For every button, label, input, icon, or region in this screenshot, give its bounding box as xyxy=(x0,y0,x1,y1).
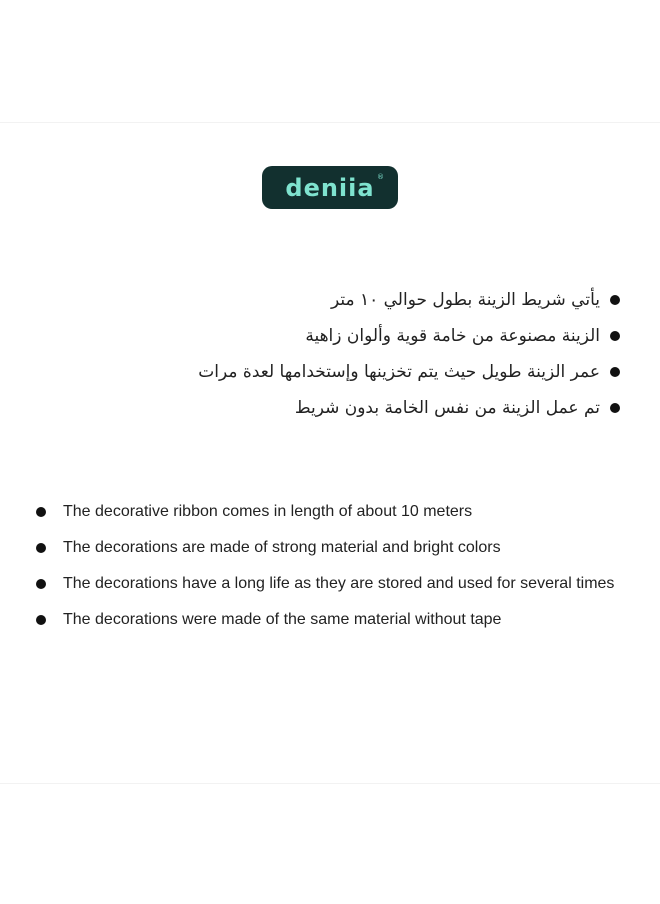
english-feature-text: The decorations are made of strong material and bright colors xyxy=(63,539,501,556)
english-feature-list xyxy=(36,494,636,638)
arabic-feature-text: عمر الزينة طويل حيث يتم تخزينها وإستخدامها لعدة مرات xyxy=(198,362,600,382)
bullet-icon xyxy=(36,579,46,589)
arabic-feature-list xyxy=(100,282,620,426)
bullet-icon xyxy=(36,543,46,553)
bullet-icon xyxy=(36,507,46,517)
bullet-icon xyxy=(610,367,620,377)
english-feature-text: The decorations were made of the same material without tape xyxy=(63,611,502,628)
english-feature-item xyxy=(36,494,636,530)
arabic-feature-text: تم عمل الزينة من نفس الخامة بدون شريط xyxy=(294,398,600,418)
arabic-feature-item xyxy=(100,282,620,318)
logo-wordmark: deniia xyxy=(285,173,375,202)
arabic-feature-item xyxy=(100,354,620,390)
brand-logo xyxy=(262,166,398,209)
content-panel xyxy=(0,122,660,784)
arabic-feature-text: يأتي شريط الزينة بطول حوالي ١٠ متر xyxy=(330,290,600,310)
english-feature-text: The decorations have a long life as they are stored and used for several times xyxy=(63,575,615,592)
bullet-icon xyxy=(610,403,620,413)
english-feature-text: The decorative ribbon comes in length of about 10 meters xyxy=(63,503,473,520)
registered-mark: ® xyxy=(377,173,384,181)
bullet-icon xyxy=(610,331,620,341)
english-feature-item xyxy=(36,530,636,566)
arabic-feature-item xyxy=(100,318,620,354)
arabic-feature-text: الزينة مصنوعة من خامة قوية وألوان زاهية xyxy=(305,326,600,346)
english-feature-item xyxy=(36,566,636,602)
bullet-icon xyxy=(610,295,620,305)
arabic-feature-item xyxy=(100,390,620,426)
english-feature-item xyxy=(36,602,636,638)
bullet-icon xyxy=(36,615,46,625)
